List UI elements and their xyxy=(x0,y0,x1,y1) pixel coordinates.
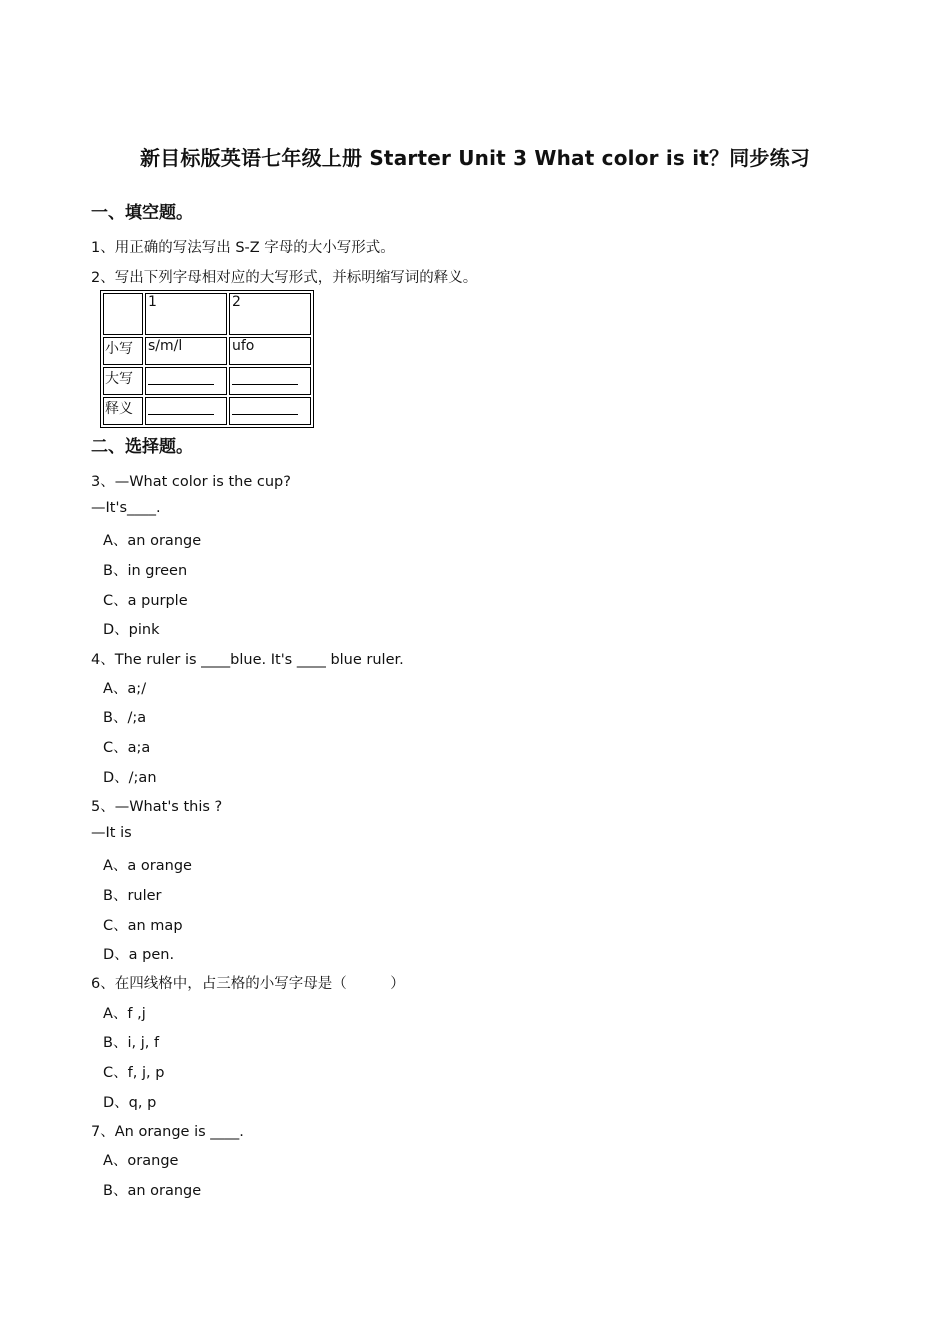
page-title: 新目标版英语七年级上册 Starter Unit 3 What color is it？同步练习 xyxy=(139,146,811,170)
option-a: A、orange xyxy=(103,1153,179,1169)
option-d: D、pink xyxy=(103,622,160,638)
table-cell-blank xyxy=(145,367,227,395)
section-fill-in: 一、填空题。 xyxy=(91,203,193,223)
option-c: C、a purple xyxy=(103,593,188,609)
option-d: D、/;an xyxy=(103,770,157,786)
question-3-reply: —It's____. xyxy=(91,500,161,516)
option-c: C、an map xyxy=(103,918,183,934)
table-cell: 2 xyxy=(229,293,311,335)
answer-blank xyxy=(232,398,298,415)
question-3: 3、—What color is the cup? xyxy=(91,474,291,490)
question-7: 7、An orange is ____. xyxy=(91,1124,244,1140)
table-cell-blank xyxy=(229,367,311,395)
question-6: 6、在四线格中，占三格的小写字母是（ ） xyxy=(91,976,405,992)
option-d: D、a pen. xyxy=(103,947,175,963)
option-b: B、/;a xyxy=(103,710,147,726)
option-b: B、i, j, f xyxy=(103,1035,160,1051)
answer-blank xyxy=(232,368,298,385)
option-a: A、a;/ xyxy=(103,681,147,697)
table-cell: 1 xyxy=(145,293,227,335)
table-cell-blank xyxy=(145,397,227,425)
table-cell-blank xyxy=(229,397,311,425)
letter-table xyxy=(100,290,314,428)
option-c: C、a;a xyxy=(103,740,151,756)
option-a: A、a orange xyxy=(103,858,192,874)
question-1: 1、用正确的写法写出 S-Z 字母的大小写形式。 xyxy=(91,240,395,256)
question-5: 5、—What's this ? xyxy=(91,799,223,815)
option-a: A、an orange xyxy=(103,533,202,549)
table-row xyxy=(103,367,311,395)
option-b: B、an orange xyxy=(103,1183,202,1199)
option-b: B、in green xyxy=(103,563,188,579)
option-d: D、q, p xyxy=(103,1095,157,1111)
table-cell: s/m/l xyxy=(145,337,227,365)
question-2: 2、写出下列字母相对应的大写形式，并标明缩写词的释义。 xyxy=(91,270,478,286)
table-cell: 释义 xyxy=(103,397,143,425)
option-c: C、f, j, p xyxy=(103,1065,165,1081)
table-row xyxy=(103,293,311,335)
table-cell xyxy=(103,293,143,335)
table-row xyxy=(103,397,311,425)
table-row xyxy=(103,337,311,365)
table-cell: ufo xyxy=(229,337,311,365)
question-5-reply: —It is xyxy=(91,825,132,841)
section-choice: 二、选择题。 xyxy=(91,437,193,457)
option-a: A、f ,j xyxy=(103,1006,146,1022)
answer-blank xyxy=(148,368,214,385)
table-cell: 大写 xyxy=(103,367,143,395)
option-b: B、ruler xyxy=(103,888,162,904)
question-4: 4、The ruler is ____blue. It's ____ blue ruler. xyxy=(91,652,404,668)
answer-blank xyxy=(148,398,214,415)
table-cell: 小写 xyxy=(103,337,143,365)
